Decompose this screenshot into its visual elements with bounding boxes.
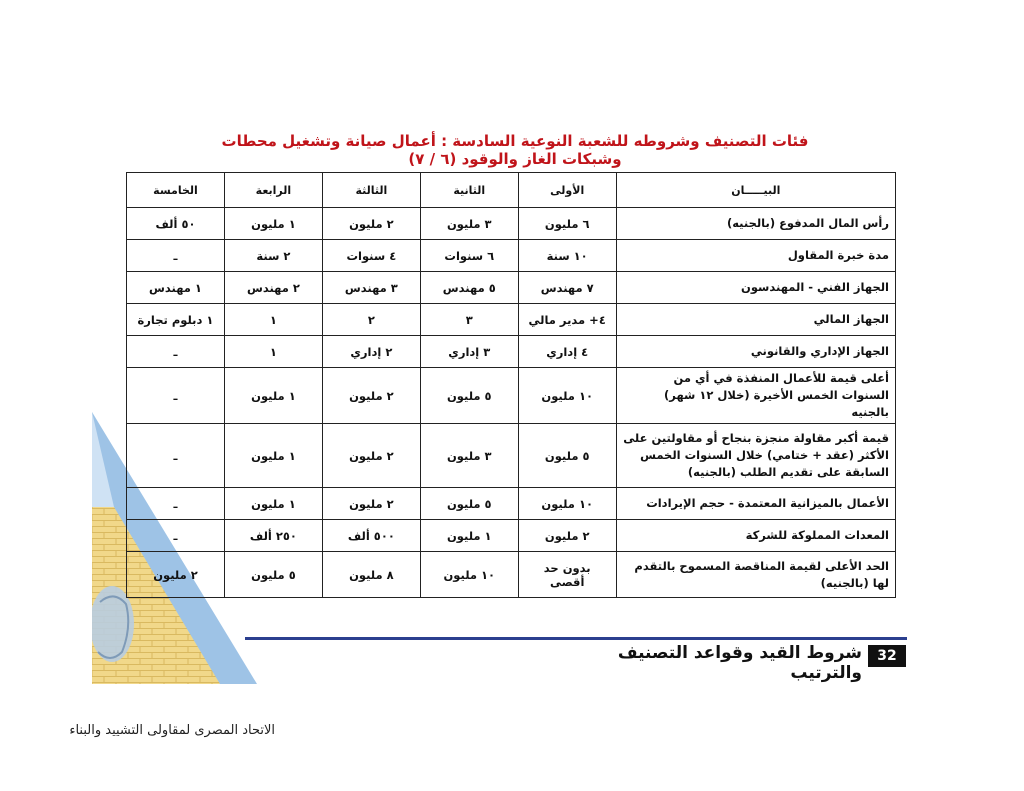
- table-row: [127, 488, 896, 520]
- table-cell: ـ: [127, 240, 225, 272]
- table-cell: ١ مليون: [420, 520, 518, 552]
- row-label: الأعمال بالميزانية المعتمدة - حجم الإيرادات: [616, 488, 895, 520]
- table-cell: ٥ مليون: [224, 552, 322, 598]
- table-row: [127, 208, 896, 240]
- table-cell: ٢ مليون: [322, 368, 420, 424]
- table-cell: ٥ مليون: [518, 424, 616, 488]
- table-cell: ٦ سنوات: [420, 240, 518, 272]
- table-cell: ٣ مهندس: [322, 272, 420, 304]
- table-row: [127, 552, 896, 598]
- table-cell: ٢ سنة: [224, 240, 322, 272]
- row-label: الجهاز المالي: [616, 304, 895, 336]
- table-cell: ٧ مهندس: [518, 272, 616, 304]
- organization-name: الاتحاد المصرى لمقاولى التشييد والبناء: [69, 723, 275, 738]
- table-cell: ١: [224, 304, 322, 336]
- table-cell: ٤ سنوات: [322, 240, 420, 272]
- header-cell: الثالثة: [322, 173, 420, 208]
- table-row: [127, 368, 896, 424]
- table-row: [127, 424, 896, 488]
- table-cell: ٢٥٠ ألف: [224, 520, 322, 552]
- table-cell: ٣ إداري: [420, 336, 518, 368]
- table-cell: ٨ مليون: [322, 552, 420, 598]
- table-cell: ٢ مليون: [322, 208, 420, 240]
- table-cell: ٢ مليون: [322, 424, 420, 488]
- table-header-row: [127, 173, 896, 208]
- table-cell: ١ دبلوم تجارة: [127, 304, 225, 336]
- table-cell: ٥٠ ألف: [127, 208, 225, 240]
- table-row: [127, 336, 896, 368]
- table-cell: ١ مليون: [224, 368, 322, 424]
- table-cell: ١ مهندس: [127, 272, 225, 304]
- table-cell: ١ مليون: [224, 488, 322, 520]
- table-cell: ٤+ مدير مالي: [518, 304, 616, 336]
- table-cell: ٣ مليون: [420, 424, 518, 488]
- header-cell: الأولى: [518, 173, 616, 208]
- table-cell: ٥ مهندس: [420, 272, 518, 304]
- table-row: [127, 520, 896, 552]
- table-cell: ٤ إداري: [518, 336, 616, 368]
- header-cell: الخامسة: [127, 173, 225, 208]
- table-cell: ـ: [127, 368, 225, 424]
- table-cell: ١٠ مليون: [518, 368, 616, 424]
- table-cell: ٢ إداري: [322, 336, 420, 368]
- row-label: قيمة أكبر مقاولة منجزة بنجاح أو مقاولتين على الأكثر (عقد + ختامي) خلال السنوات الخمس السابقة على تقديم الطلب (بالجنيه): [616, 424, 895, 488]
- table-cell: ١٠ مليون: [518, 488, 616, 520]
- table-cell: ٥ مليون: [420, 368, 518, 424]
- table-cell: ٣: [420, 304, 518, 336]
- table-cell: ٥ مليون: [420, 488, 518, 520]
- row-label: مدة خبرة المقاول: [616, 240, 895, 272]
- footer-divider: [245, 637, 907, 640]
- header-cell: البيـــــان: [616, 173, 895, 208]
- table-cell: ٢ مليون: [322, 488, 420, 520]
- table-cell: ـ: [127, 336, 225, 368]
- row-label: المعدات المملوكة للشركة: [616, 520, 895, 552]
- table-cell: بدون حد أقصى: [518, 552, 616, 598]
- header-cell: الرابعة: [224, 173, 322, 208]
- table-row: [127, 272, 896, 304]
- table-cell: ١ مليون: [224, 208, 322, 240]
- table-cell: ٥٠٠ ألف: [322, 520, 420, 552]
- section-title: شروط القيد وقواعد التصنيف والترتيب: [617, 643, 862, 683]
- table-cell: ١: [224, 336, 322, 368]
- table-cell: ـ: [127, 488, 225, 520]
- classification-table: [126, 172, 896, 598]
- row-label: الجهاز الفني - المهندسون: [616, 272, 895, 304]
- table-cell: ـ: [127, 520, 225, 552]
- row-label: الحد الأعلى لقيمة المناقصة المسموح بالتقدم لها (بالجنيه): [616, 552, 895, 598]
- table-cell: ١٠ مليون: [420, 552, 518, 598]
- table-cell: ٣ مليون: [420, 208, 518, 240]
- table-cell: ٢ مهندس: [224, 272, 322, 304]
- table-row: [127, 304, 896, 336]
- row-label: أعلى قيمة للأعمال المنفذة في أي من السنوات الخمس الأخيرة (خلال ١٢ شهر) بالجنيه: [616, 368, 895, 424]
- page-title: فئات التصنيف وشروطه للشعبة النوعية السادسة : أعمال صيانة وتشغيل محطات وشبكات الغاز والوقود (٦ / ٧): [221, 132, 809, 168]
- table-row: [127, 240, 896, 272]
- row-label: رأس المال المدفوع (بالجنيه): [616, 208, 895, 240]
- table-cell: ـ: [127, 424, 225, 488]
- row-label: الجهاز الإداري والقانوني: [616, 336, 895, 368]
- table-cell: ١ مليون: [224, 424, 322, 488]
- table-cell: ٦ مليون: [518, 208, 616, 240]
- table-cell: ١٠ سنة: [518, 240, 616, 272]
- table-cell: ٢ مليون: [518, 520, 616, 552]
- page-number: 32: [868, 645, 906, 667]
- table-cell: ٢ مليون: [127, 552, 225, 598]
- table-cell: ٢: [322, 304, 420, 336]
- header-cell: الثانية: [420, 173, 518, 208]
